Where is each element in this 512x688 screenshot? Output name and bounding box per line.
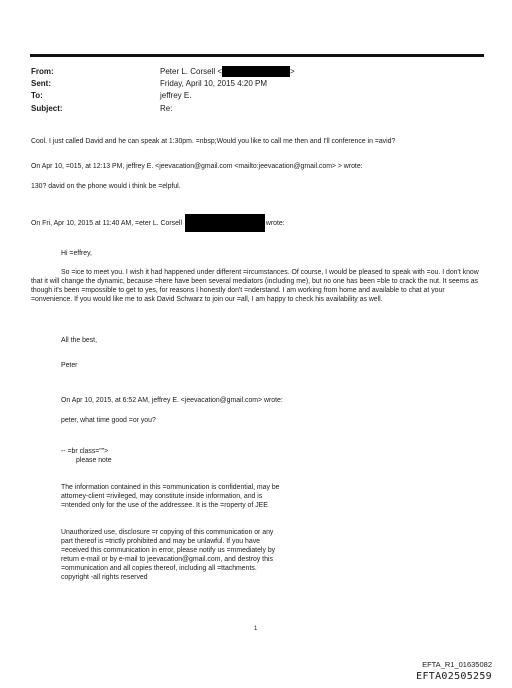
subject-row <box>31 103 295 115</box>
signature: Peter <box>61 362 78 369</box>
disclaimer-confidential: The information contained in this =ommunication is confidential, may be attorney-client =rivileged, may constitute inside information, and is =ntended only for the use of the addressee. It is the =roperty of JEE <box>61 484 280 510</box>
sent-label: Sent: <box>31 79 51 89</box>
disclaimer-unauthorized: Unauthorized use, disclosure =r copying of this communication or any part thereof is =trictly prohibited and may be unlawful. If you have =eceived this communication in error, please notify us =mmediately by return e-mail or by e-mail to jeevacation@gmail.com, and destroy this =ommunication and all copies thereof, including all =ttachments. copyright -all rights reserved <box>61 529 276 582</box>
header-rule <box>30 54 484 57</box>
quote-body: peter, what time good =or you? <box>61 417 156 424</box>
to-value: jeffrey E. <box>160 91 192 101</box>
closing: All the best, <box>61 337 98 344</box>
to-row <box>31 90 295 102</box>
email-header <box>31 66 295 115</box>
efta-id-large: EFTA02505259 <box>416 671 492 682</box>
from-value: Peter L. Corsell < > <box>160 67 295 76</box>
sig-markup: -- =br class=""> <box>61 448 109 455</box>
sent-row <box>31 78 295 90</box>
redaction-block <box>185 214 265 232</box>
to-label: To: <box>31 91 43 101</box>
body-line-3: 130? david on the phone would i think be =elpful. <box>31 183 181 190</box>
sent-value: Friday, April 10, 2015 4:20 PM <box>160 79 268 89</box>
subject-label: Subject: <box>31 103 63 113</box>
subject-value: Re: <box>160 103 173 113</box>
redaction-block <box>222 66 290 77</box>
body-line-2: On Apr 10, =015, at 12:13 PM, jeffrey E. <jeevacation@gmail.com <mailto:jeevacation@gmail.com> > wrote: <box>31 163 363 170</box>
body-line-4: On Fri, Apr 10, 2015 at 11:40 AM, =eter L. Corsell wrote: <box>31 214 285 232</box>
page-number: 1 <box>254 626 258 632</box>
main-paragraph: So =ice to meet you. I wish it had happened under different =ircumstances. Of course, I would be pleased to speak with =ou. I don't know that it will change the dynamic, because =here have been several mediators (including me), but no one has been =ble to crack the nut. It seems as though it's been =mpossible to get to yes, for reasons I honestly don't =nderstand. I am working from home and available to chat at your =onvenience. If you would like me to ask David Schwarz to join our =all, I am happy to check his availability as well. <box>31 269 479 304</box>
body-line-1: Cool. I just called David and he can speak at 1:30pm. =nbsp;Would you like to call me then and I'll conference in =avid? <box>31 138 396 145</box>
from-row <box>31 66 295 78</box>
greeting: Hi =effrey, <box>61 250 92 257</box>
from-label: From: <box>31 67 54 76</box>
sig-note: please note <box>76 457 112 464</box>
efta-id-small: EFTA_R1_01635082 <box>422 660 492 669</box>
quote-header: On Apr 10, 2015, at 6:52 AM, jeffrey E. <jeevacation@gmail.com> wrote: <box>61 397 283 404</box>
